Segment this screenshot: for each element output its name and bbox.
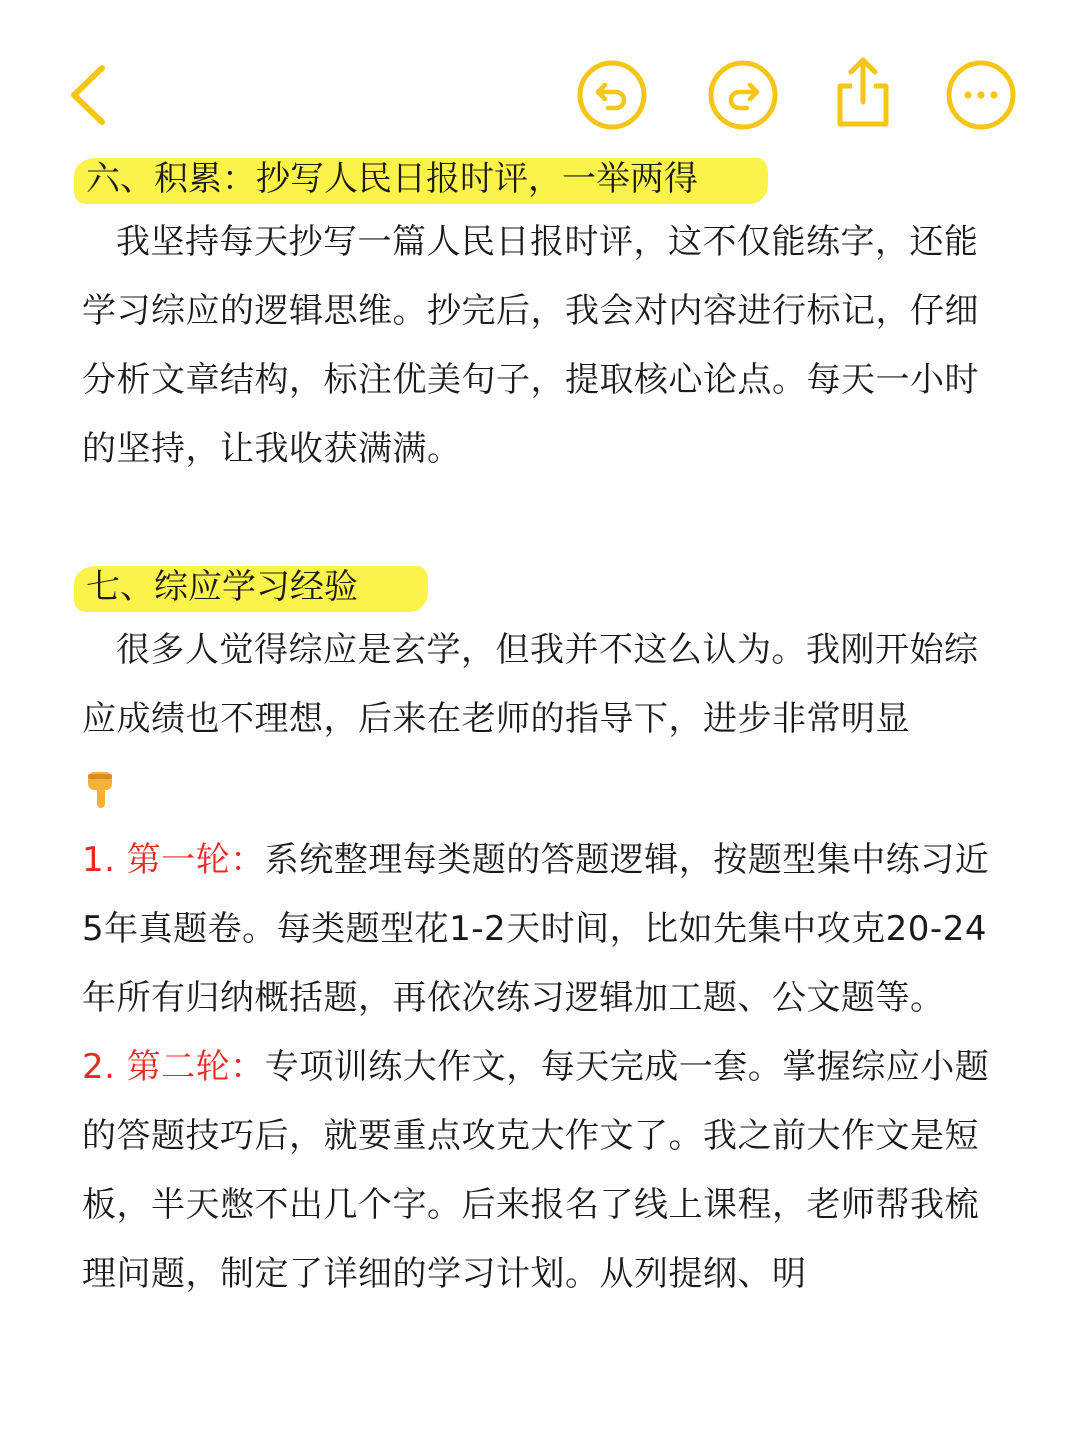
redo-icon[interactable] bbox=[706, 58, 780, 132]
round-1-label: 1. 第一轮： bbox=[82, 840, 265, 880]
list-item bbox=[82, 1033, 998, 1309]
more-icon[interactable] bbox=[944, 58, 1018, 132]
share-icon[interactable] bbox=[830, 52, 896, 132]
section-6-heading-text: 六、积累：抄写人民日报时评，一举两得 bbox=[86, 159, 698, 199]
section-6-body: 我坚持每天抄写一篇人民日报时评，这不仅能练字，还能学习综应的逻辑思维。抄完后，我会对内容进行标记，仔细分析文章结构，标注优美句子，提取核心论点。每天一小时的坚持，让我收获满满。 bbox=[82, 222, 979, 469]
round-2-label: 2. 第二轮： bbox=[82, 1047, 265, 1087]
back-arrow-icon[interactable] bbox=[60, 60, 120, 130]
round-1-text: 系统整理每类题的答题逻辑，按题型集中练习近5年真题卷。每类题型花1-2天时间，比如先集中攻克20-24年所有归纳概括题，再依次练习逻辑加工题、公文题等。 bbox=[82, 840, 990, 1018]
section-7-heading-text: 七、综应学习经验 bbox=[86, 567, 358, 607]
section-7-intro: 很多人觉得综应是玄学，但我并不这么认为。我刚开始综应成绩也不理想，后来在老师的指导下，进步非常明显 bbox=[82, 630, 979, 739]
note-content bbox=[82, 150, 998, 1309]
pointing-down-emoji-row bbox=[82, 754, 998, 826]
round-2-text: 专项训练大作文，每天完成一套。掌握综应小题的答题技巧后，就要重点攻克大作文了。我之前大作文是短板，半天憋不出几个字。后来报名了线上课程，老师帮我梳理问题，制定了详细的学习计划。从列提纲、明 bbox=[82, 1047, 990, 1294]
list-item bbox=[82, 826, 998, 1033]
section-6-heading bbox=[74, 150, 768, 208]
top-toolbar bbox=[0, 0, 1080, 150]
undo-icon[interactable] bbox=[575, 58, 649, 132]
section-7-heading bbox=[74, 558, 428, 616]
pointing-down-icon bbox=[82, 768, 120, 812]
